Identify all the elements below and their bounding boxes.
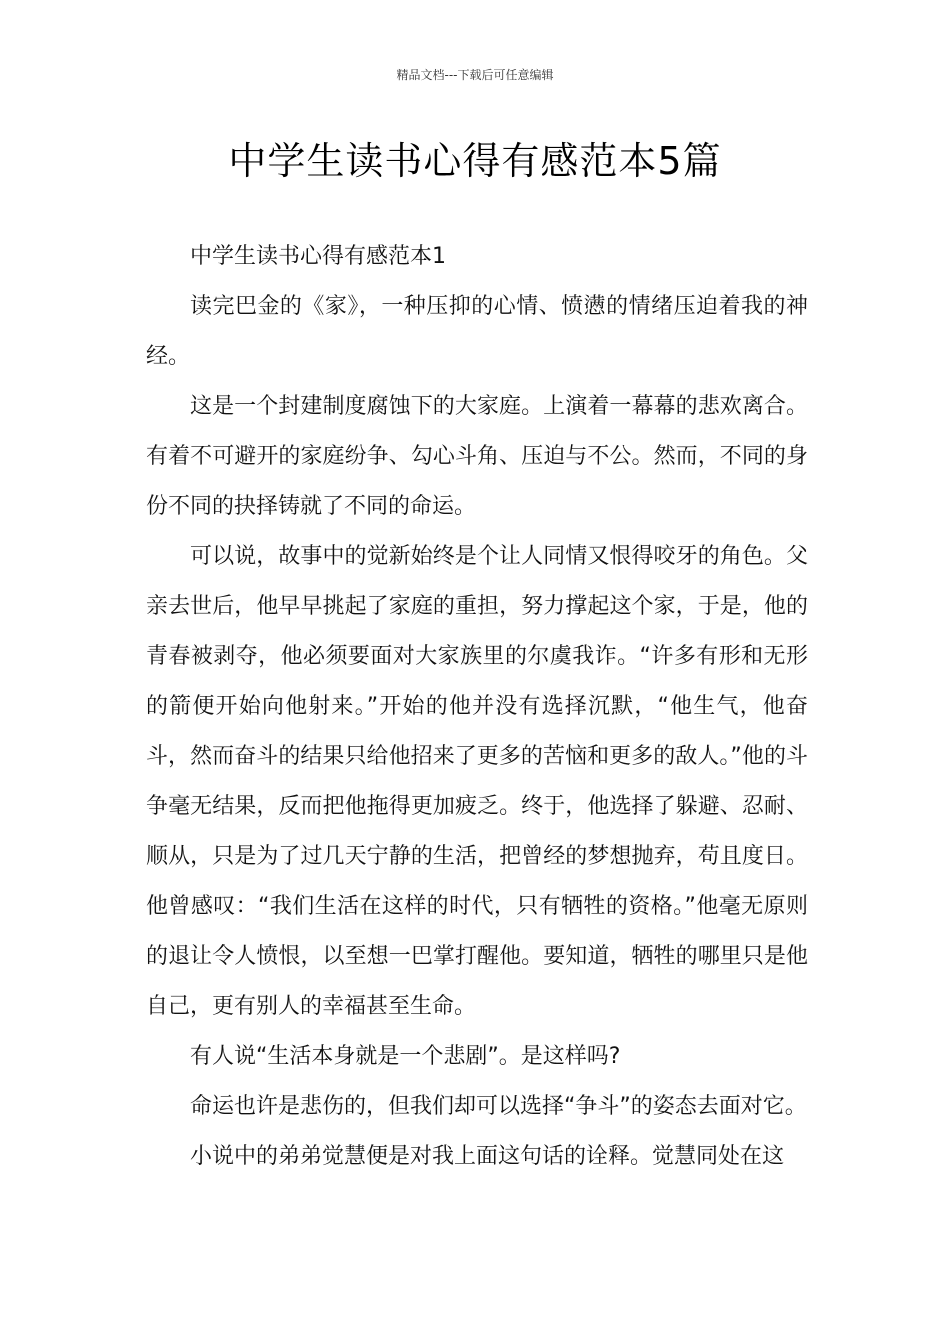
paragraph: 读完巴金的《家》，一种压抑的心情、愤懑的情绪压迫着我的神经。: [146, 294, 808, 369]
header-note: 精品文档---下载后可任意编辑: [396, 68, 554, 82]
page-title: 中学生读书心得有感范本5篇: [228, 139, 722, 183]
section-heading: 中学生读书心得有感范本1: [190, 244, 446, 269]
paragraph: 这是一个封建制度腐蚀下的大家庭。上演着一幕幕的悲欢离合。有着不可避开的家庭纷争、勾心斗角、压迫与不公。然而，不同的身份不同的抉择铸就了不同的命运。: [146, 394, 808, 519]
document-body: [146, 232, 808, 1182]
paragraph: 有人说“生活本身就是一个悲剧”。是这样吗?: [190, 1044, 621, 1069]
paragraph: 小说中的弟弟觉慧便是对我上面这句话的诠释。觉慧同处在这: [190, 1144, 785, 1169]
paragraph: 命运也许是悲伤的，但我们却可以选择“争斗”的姿态去面对它。: [190, 1094, 807, 1119]
paragraph: 可以说，故事中的觉新始终是个让人同情又恨得咬牙的角色。父亲去世后，他早早挑起了家庭的重担，努力撑起这个家，于是，他的青春被剥夺，他必须要面对大家族里的尔虞我诈。“许多有形和无形的箭便开始向他射来。”开始的他并没有选择沉默，“他生气，他奋斗，然而奋斗的结果只给他招来了更多的苦恼和更多的敌人。”他的斗争毫无结果，反而把他拖得更加疲乏。终于，他选择了躲避、忍耐、顺从，只是为了过几天宁静的生活，把曾经的梦想抛弃，苟且度日。他曾感叹：“我们生活在这样的时代，只有牺牲的资格。”他毫无原则的退让令人愤恨，以至想一巴掌打醒他。要知道，牺牲的哪里只是他自己，更有别人的幸福甚至生命。: [146, 544, 808, 1019]
